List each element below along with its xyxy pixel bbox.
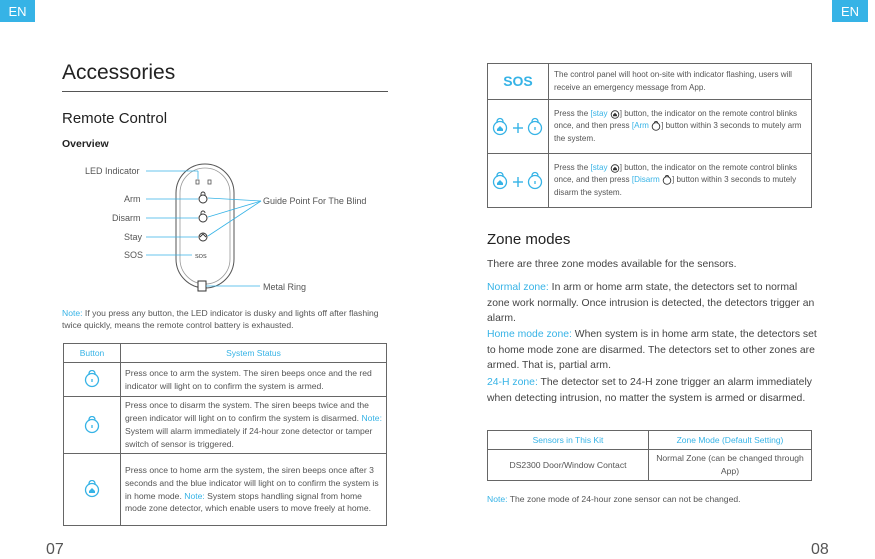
table-row [64,363,387,397]
language-tab-right [832,0,868,22]
arm-label: Arm [124,194,141,204]
note-label: Note: [184,490,205,501]
note-text: If you press any button, the LED indicator is dusky and lights off after flashing twice quickly, means the remote control battery is exhausted. [62,308,379,330]
combo-icon-cell [488,154,549,208]
sos-label: SOS [124,250,144,260]
h24-zone-paragraph [487,375,817,406]
guide-point-label: Guide Point For The Blind [263,196,367,206]
stay-plus-disarm-icon [491,171,545,191]
status-cell [121,363,387,397]
note-label: Note: [487,494,508,504]
table-cell: DS2300 Door/Window Contact [488,450,649,481]
status-text: Press once to home arm the system, the siren beeps once after 3 seconds and the blue indicator will light on to confirm the system is in home mode. [125,464,379,501]
note-label: Note: [361,413,382,424]
table-header-cell: Sensors in This Kit [488,431,649,450]
section-title: Remote Control [62,110,168,127]
arm-button-icon [199,192,207,203]
led-dot [208,180,211,184]
combination-table [487,63,812,208]
note-text: The zone mode of 24-hour zone sensor can not be changed. [507,494,741,504]
page-number-right: 08 [811,541,829,558]
zone-note [487,493,741,506]
zone-table [487,430,812,481]
combo-icon-cell [488,100,549,154]
table-header-row [488,431,812,450]
battery-note [62,308,392,331]
stay-button-icon [199,233,207,241]
stay-inline-icon [610,109,620,119]
page-number-left: 07 [46,541,64,558]
stay-label: Stay [124,232,143,242]
normal-zone-text: In arm or home arm state, the detectors set to normal zone work normally. Once intrusion is detected, the detectors trigger an alarm. [487,282,815,324]
metal-ring [198,281,206,291]
table-header-row [64,344,387,363]
subsection-title: Overview [62,138,109,150]
sos-label: SOS [503,72,533,89]
status-text: Press once to disarm the system. The siren beeps twice and the green indicator will light on to confirm the system is disarmed. [125,400,369,424]
disarm-ref: [Disarm [631,175,660,185]
button-icon-cell [64,363,121,397]
disarm-label: Disarm [112,213,141,223]
table-row [488,450,812,481]
description-cell [549,100,812,154]
led-indicator-label: LED Indicator [85,166,140,176]
sos-cell [488,64,549,100]
remote-body [176,164,234,288]
description-text: ] button, the indicator on the remote control blinks once, and then press [554,109,798,131]
table-header-cell: System Status [121,344,387,363]
disarm-unlock-icon [84,416,100,434]
table-row [488,154,812,208]
home-zone-label: Home mode zone: [487,329,572,340]
language-tab-left [0,0,35,22]
table-header-cell: Zone Mode (Default Setting) [649,431,812,450]
description-text: The control panel will hoot on-site with indicator flashing, users will receive an emergency message from App. [554,70,792,92]
zone-modes-title: Zone modes [487,231,571,248]
remote-control-diagram [60,160,380,300]
normal-zone-label: Normal zone: [487,282,549,293]
note-text: System will alarm immediately if 24-hour zone detector or tamper switch of sensor is triggered. [125,426,373,449]
status-cell [121,397,387,454]
stay-home-icon [84,480,100,498]
note-text: System stops handling signal from home mode zone detector, which enable users to move freely at home. [125,490,372,514]
home-zone-paragraph [487,327,817,374]
note-label: Note: [62,308,83,318]
stay-plus-arm-icon [491,117,545,137]
button-icon-cell [64,397,121,454]
sos-button-label: SOS [195,254,207,260]
description-text: ] button within 3 seconds to mutely disarm the system. [554,175,797,197]
button-icon-cell [64,454,121,526]
table-row [488,64,812,100]
zone-intro: There are three zone modes available for the sensors. [487,259,737,270]
disarm-inline-icon [662,175,672,185]
stay-inline-icon [610,163,620,173]
page-title: Accessories [62,61,176,84]
normal-zone-paragraph [487,280,817,327]
arm-lock-icon [84,370,100,388]
description-cell [549,154,812,208]
stay-ref: [stay [590,109,608,119]
status-text: Press once to arm the system. The siren beeps once and the red indicator will light on to confirm the system is armed. [125,367,372,391]
h24-zone-text: The detector set to 24-H zone trigger an alarm immediately when detecting intrusion, no matter the system is armed or disarmed. [487,377,812,404]
description-text: Press the [554,109,591,119]
status-cell [121,454,387,526]
tab-label: EN [8,3,27,19]
description-text: Press the [554,163,591,173]
arm-ref: [Arm [631,121,649,131]
table-header-cell: Button [64,344,121,363]
table-row [64,454,387,526]
arm-inline-icon [651,121,661,131]
stay-ref: [stay [590,163,608,173]
description-text: ] button, the indicator on the remote control blinks once, and then press [554,163,798,185]
metal-ring-label: Metal Ring [263,282,307,292]
home-zone-text: When system is in home arm state, the detectors set to home mode zone are disarmed. The detectors set to other zones are armed. That is, partial arm. [487,329,817,371]
table-cell: Normal Zone (can be changed through App) [649,450,812,481]
tab-label: EN [840,3,860,19]
table-row [488,100,812,154]
table-row [64,397,387,454]
disarm-button-icon [199,211,207,222]
title-divider [62,91,388,92]
description-text: ] button within 3 seconds to mutely arm the system. [554,121,802,143]
button-status-table [63,343,387,526]
description-cell [549,64,812,100]
h24-zone-label: 24-H zone: [487,377,538,388]
led-dot [196,180,199,184]
